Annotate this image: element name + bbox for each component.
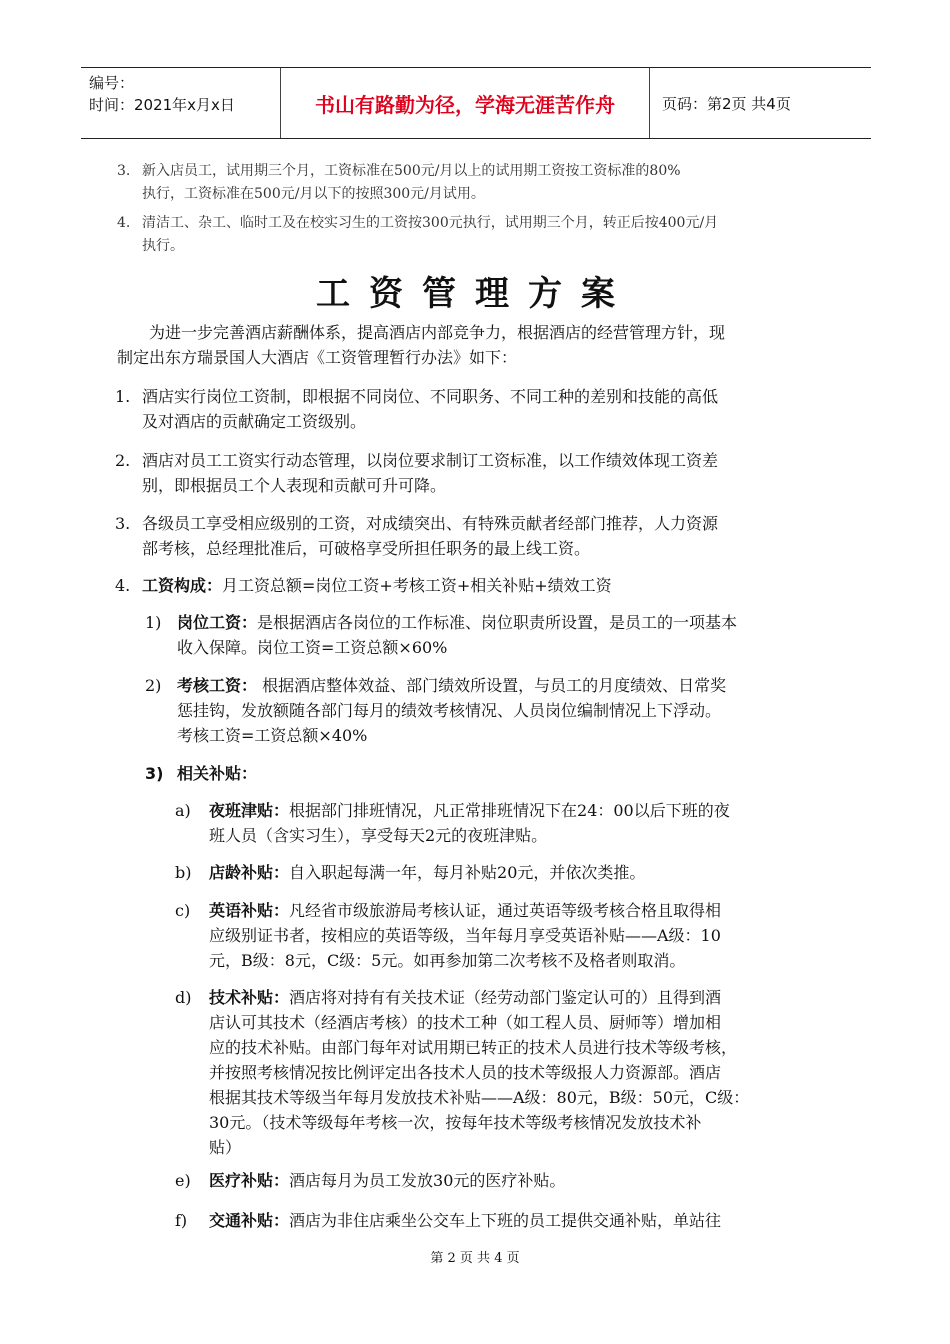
allowance-item: a) 夜班津贴：根据部门排班情况，凡正常排班情况下在24：00以后下班的夜 班人员（含实习生），享受每天2元的夜班津贴。	[175, 801, 730, 845]
list-item: 2. 酒店对员工工资实行动态管理，以岗位要求制订工资标准，以工作绩效体现工资差 别，即根据员工个人表现和贡献可升可降。	[115, 451, 719, 495]
sub-item: 2) 考核工资： 根据酒店整体效益、部门绩效所设置，与员工的月度绩效、日常奖 惩挂钩，发放额随各部门每月的绩效考核情况、人员岗位编制情况上下浮动。 考核工资=工资总额×40%	[145, 676, 727, 745]
header-meta	[81, 68, 281, 138]
allowance-item: b) 店龄补贴：自入职起每满一年，每月补贴20元，并依次类推。	[175, 863, 646, 882]
list-item: 1. 酒店实行岗位工资制，即根据不同岗位、不同职务、不同工种的差别和技能的高低 及对酒店的贡献确定工资级别。	[115, 387, 719, 431]
allowance-item: e) 医疗补贴：酒店每月为员工发放30元的医疗补贴。	[175, 1171, 566, 1190]
list-item: 3. 新入店员工，试用期三个月，工资标准在500元/月以上的试用期工资按工资标准的80% 执行，工资标准在500元/月以下的按照300元/月试用。	[117, 163, 681, 202]
list-item: 3. 各级员工享受相应级别的工资，对成绩突出、有特殊贡献者经部门推荐，人力资源 部考核，总经理批准后，可破格享受所担任职务的最上线工资。	[115, 514, 719, 558]
page-footer: 第 2 页 共 4 页	[430, 1251, 520, 1266]
sub-item: 1) 岗位工资：是根据酒店各岗位的工作标准、岗位职责所设置，是员工的一项基本 收入保障。岗位工资=工资总额×60%	[145, 613, 738, 657]
date-label: 时间：2021年x月x日	[89, 96, 235, 114]
sub-item: 3) 相关补贴：	[145, 764, 258, 783]
page-header	[81, 67, 871, 139]
header-motto: 书山有路勤为径，学海无涯苦作舟	[281, 68, 650, 138]
intro-paragraph: 为进一步完善酒店薪酬体系，提高酒店内部竞争力，根据酒店的经营管理方针，现 制定出东方瑞景国人大酒店《工资管理暂行办法》如下：	[117, 323, 726, 367]
allowance-item: d) 技术补贴：酒店将对持有有关技术证（经劳动部门鉴定认可的）且得到酒 店认可其技术（经酒店考核）的技术工种（如工程人员、厨师等）增加相 应的技术补贴。由部门每年对试用期已转正的技术人员进行技术等级考核， 并按照考核情况按比例评定出各技术人员的技术等级报人力资源部。酒店 根据其技术等级当年每月发放技术补贴——A级：80元，B级：50元，C级： 30元。（技术等级每年考核一次，按每年技术等级考核情况发放技术补 贴）	[175, 988, 750, 1157]
list-item: 4. 工资构成：月工资总额=岗位工资+考核工资+相关补贴+绩效工资	[115, 576, 612, 595]
list-item: 4. 清洁工、杂工、临时工及在校实习生的工资按300元执行，试用期三个月，转正后按400元/月 执行。	[117, 215, 719, 254]
allowance-item: f) 交通补贴：酒店为非住店乘坐公交车上下班的员工提供交通补贴，单站往	[175, 1211, 722, 1230]
page-indicator: 页码：第2页 共4页	[662, 94, 791, 113]
number-label: 编号：	[89, 74, 135, 92]
allowance-item: c) 英语补贴：凡经省市级旅游局考核认证，通过英语等级考核合格且取得相 应级别证书者，按相应的英语等级，当年每月享受英语补贴——A级：10 元，B级：8元，C级：5元。如再参加第二次考核不及格者则取消。	[175, 901, 722, 970]
page-title: 工资管理方案	[316, 274, 634, 314]
